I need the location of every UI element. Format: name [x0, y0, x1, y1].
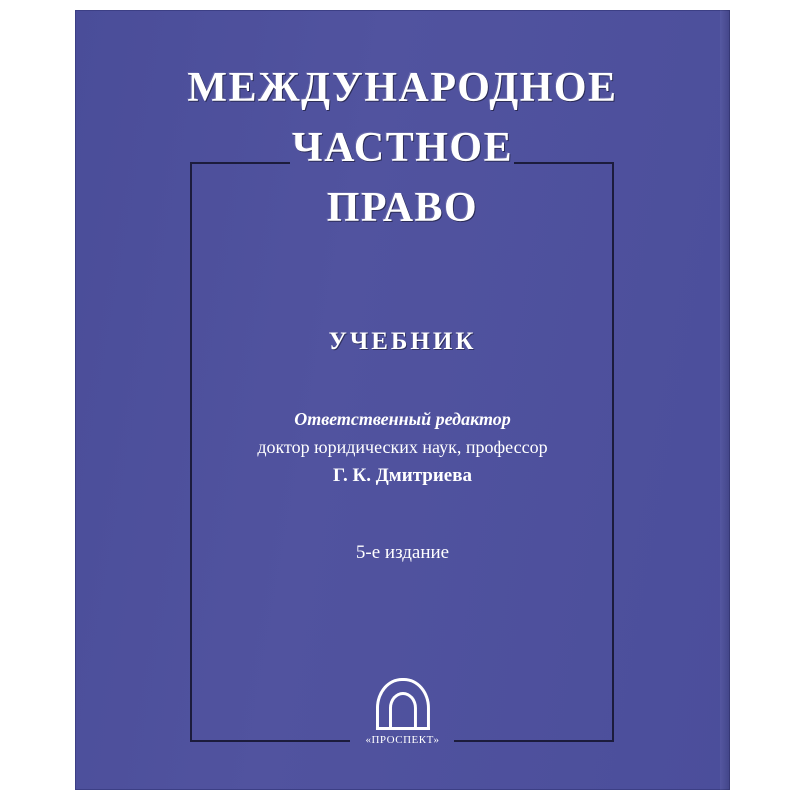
frame-line-bottom-right [454, 740, 614, 742]
editor-role-label: Ответственный редактор [294, 409, 511, 429]
arch-logo-icon [375, 678, 429, 730]
book-title [75, 58, 730, 238]
publisher-name: «ПРОСПЕКТ» [365, 734, 440, 746]
frame-line-bottom-left [190, 740, 350, 742]
book-title-line-1: МЕЖДУНАРОДНОЕ [187, 65, 618, 111]
book-cover [75, 10, 730, 790]
book-title-line-3: ПРАВО [326, 185, 479, 231]
book-subtitle: УЧЕБНИК [328, 328, 477, 355]
publisher-logo [365, 678, 439, 746]
book-title-line-2: ЧАСТНОЕ [291, 125, 514, 171]
edition-label: 5-е издание [355, 542, 450, 563]
editor-block [75, 405, 730, 491]
editor-degree-text: доктор юридических наук, профессор [257, 437, 548, 457]
editor-name: Г. К. Дмитриева [333, 465, 472, 486]
